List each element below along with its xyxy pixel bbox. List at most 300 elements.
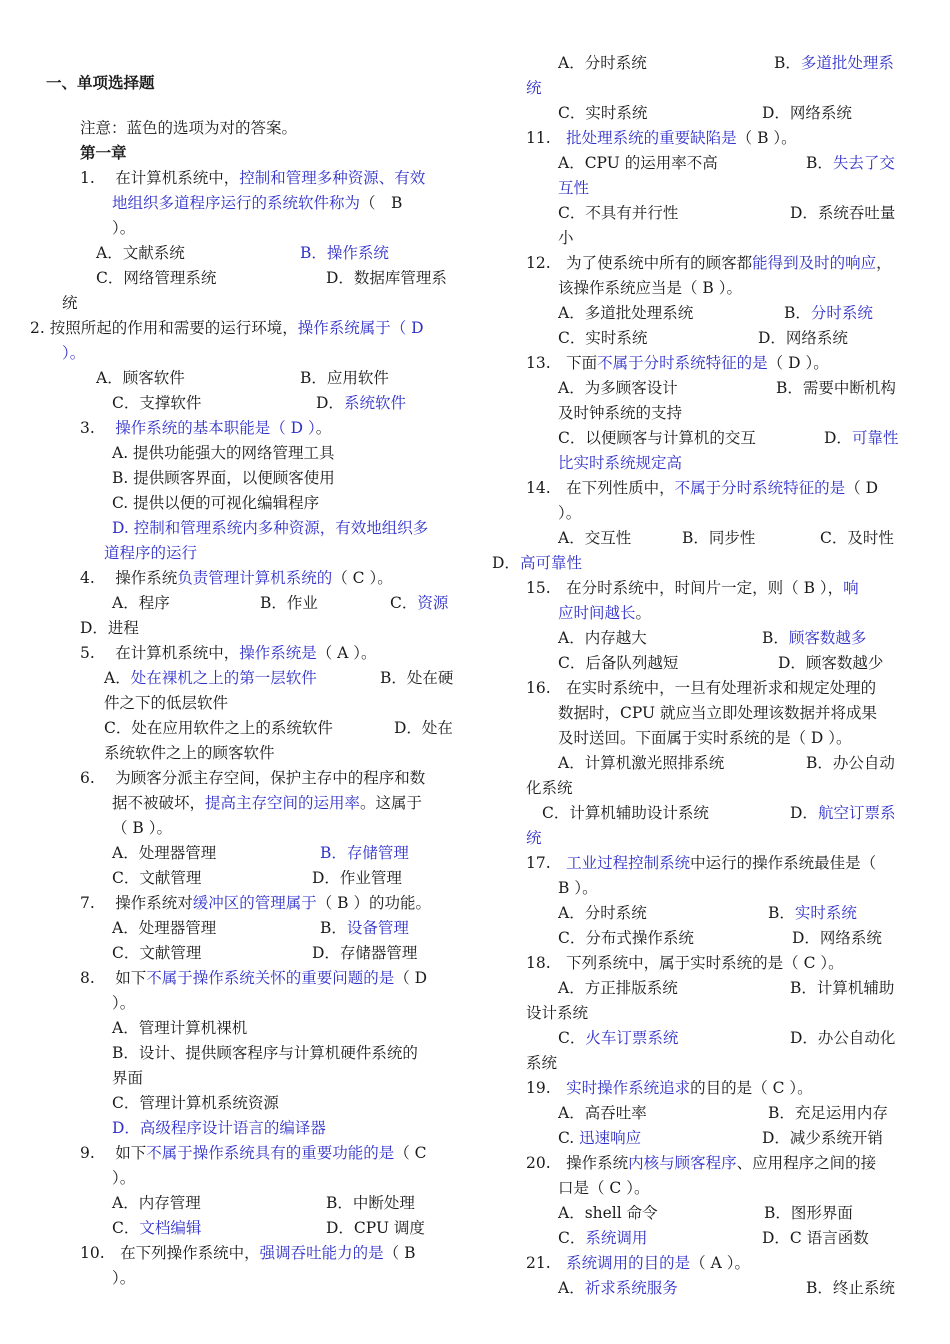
text-run: D．存储器管理 xyxy=(312,944,418,962)
text-run: D．办公自动化 xyxy=(790,1029,896,1047)
answer-text: 系统调用 xyxy=(585,1229,648,1247)
text-run: D． xyxy=(316,394,344,412)
text-run: 。 xyxy=(635,604,652,622)
text-run: C．以便顾客与计算机的交互 xyxy=(558,429,756,447)
text-run: 15. 在分时系统中，时间片一定，则（ B ）， xyxy=(526,579,844,597)
text-line xyxy=(62,342,85,364)
text-line xyxy=(112,517,428,539)
text-run: B． xyxy=(762,629,789,647)
answer-text: 系统软件 xyxy=(343,394,406,412)
text-run: B．设计、提供顾客程序与计算机硬件系统的 xyxy=(112,1044,418,1062)
text-run: 19. xyxy=(526,1079,567,1097)
answer-text: 控制和管理多种资源、有效 xyxy=(239,169,426,187)
text-run: 18. 下列系统中，属于实时系统的是（ C ）。 xyxy=(526,954,844,972)
text-line xyxy=(820,527,894,549)
text-run: 及时钟系统的支持 xyxy=(558,404,683,422)
text-line xyxy=(80,892,431,914)
text-line xyxy=(390,592,448,614)
text-line xyxy=(112,1167,135,1189)
text-line xyxy=(104,742,275,764)
text-run: 16. 在实时系统中，一旦有处理祈求和规定处理的 xyxy=(526,679,877,697)
text-run: D．顾客数越少 xyxy=(778,654,884,672)
text-line xyxy=(806,1277,895,1299)
text-run: B． xyxy=(784,304,811,322)
text-run: B. 提供顾客界面，以便顾客使用 xyxy=(112,469,335,487)
text-line xyxy=(558,277,742,299)
text-run: 小 xyxy=(558,229,574,247)
text-line xyxy=(558,1277,678,1299)
answer-text: 实时系统 xyxy=(794,904,857,922)
text-run: （ B xyxy=(360,194,403,212)
text-run: A．分时系统 xyxy=(558,904,647,922)
text-run: 10. 在下列操作系统中， xyxy=(80,1244,260,1262)
text-line xyxy=(80,767,425,789)
text-run: 12. 为了使系统中所有的顾客都 xyxy=(526,254,753,272)
text-line xyxy=(558,1227,647,1249)
text-run: C．不具有并行性 xyxy=(558,204,679,222)
answer-text: 不属于操作系统关怀的重要问题的是 xyxy=(146,969,395,987)
text-line xyxy=(526,1152,876,1174)
text-run: A．处理器管理 xyxy=(112,844,217,862)
answer-text: 火车订票系统 xyxy=(585,1029,679,1047)
text-run: A．分时系统 xyxy=(558,54,647,72)
text-line xyxy=(768,1102,888,1124)
text-line xyxy=(558,877,598,899)
text-run: D．数据库管理系 xyxy=(326,269,447,287)
answer-text: 强调吞吐能力的是 xyxy=(259,1244,384,1262)
text-run: （ C ）。 xyxy=(332,569,393,587)
text-run: ）。 xyxy=(112,1169,136,1187)
text-run: B． xyxy=(768,904,795,922)
text-run: A. 提供功能强大的网络管理工具 xyxy=(112,444,335,462)
text-line xyxy=(762,1227,869,1249)
text-run: 系统 xyxy=(526,1054,558,1072)
text-run: 2. 按照所起的作用和需要的运行环境， xyxy=(30,319,298,337)
answer-text: 操作系统的基本职能是（ D ） xyxy=(115,419,316,437)
text-run: D．C 语言函数 xyxy=(762,1229,869,1247)
answer-text: 航空订票系 xyxy=(817,804,896,822)
text-line xyxy=(80,417,331,439)
text-run: A．计算机激光照排系统 xyxy=(558,754,725,772)
text-run: C．文献管理 xyxy=(112,869,202,887)
text-run: C. 提供以便的可视化编辑程序 xyxy=(112,494,320,512)
answer-text: 不属于分时系统特征的是 xyxy=(674,479,846,497)
text-line xyxy=(112,817,172,839)
text-run: C．实时系统 xyxy=(558,329,648,347)
text-line xyxy=(764,1202,853,1224)
answer-text: B．存储管理 xyxy=(320,844,409,862)
text-run: B．应用软件 xyxy=(300,369,389,387)
text-line xyxy=(104,542,197,564)
text-run: C． xyxy=(558,1229,586,1247)
text-line xyxy=(558,302,693,324)
text-line xyxy=(558,327,647,349)
text-line xyxy=(62,292,78,314)
text-line xyxy=(558,1202,658,1224)
text-line xyxy=(80,167,425,189)
text-line xyxy=(762,102,852,124)
answer-text: 顾客数越多 xyxy=(788,629,867,647)
text-run: A．CPU 的运用率不高 xyxy=(558,154,718,172)
text-line xyxy=(762,1127,883,1149)
answer-text: 能得到及时的响应 xyxy=(752,254,877,272)
text-run: D．网络系统 xyxy=(762,104,852,122)
text-line xyxy=(80,617,139,639)
text-run: 8. 如下 xyxy=(80,969,147,987)
text-run: D． xyxy=(790,804,818,822)
text-run: 界面 xyxy=(112,1069,144,1087)
text-line xyxy=(112,992,135,1014)
text-line xyxy=(784,302,873,324)
text-line xyxy=(46,72,155,94)
answer-text: 统 xyxy=(526,829,542,847)
text-run: D．进程 xyxy=(80,619,139,637)
text-run: D．网络系统 xyxy=(792,929,882,947)
answer-text: D．高级程序设计语言的编译器 xyxy=(112,1119,326,1137)
text-run: 9. 如下 xyxy=(80,1144,147,1162)
text-line xyxy=(792,927,882,949)
text-run: 该操作系统应当是（ B ）。 xyxy=(558,279,742,297)
text-run: B ）。 xyxy=(558,879,598,897)
text-line xyxy=(112,792,422,814)
text-run: （ A ）。 xyxy=(690,1254,750,1272)
answer-text: 不属于分时系统特征的是 xyxy=(597,354,768,372)
text-run: A．方正排版系统 xyxy=(558,979,678,997)
answer-text: 响 xyxy=(843,579,859,597)
text-run: C． xyxy=(390,594,418,612)
text-run: B．办公自动 xyxy=(806,754,895,772)
text-line xyxy=(558,927,694,949)
text-line xyxy=(394,717,453,739)
text-line xyxy=(80,567,393,589)
answer-text: 互性 xyxy=(558,179,590,197)
text-run: 5. 在计算机系统中， xyxy=(80,644,240,662)
text-run: 口是（ C ）。 xyxy=(558,1179,650,1197)
text-run: 1. 在计算机系统中， xyxy=(80,169,240,187)
answer-text: 迅速响应 xyxy=(579,1129,642,1147)
text-line xyxy=(80,967,427,989)
text-line xyxy=(104,667,317,689)
text-run: 化系统 xyxy=(526,779,573,797)
text-line xyxy=(312,942,417,964)
text-run: D．系统吞吐量 xyxy=(790,204,896,222)
text-line xyxy=(112,1117,326,1139)
text-line xyxy=(320,842,409,864)
text-run: D．网络系统 xyxy=(758,329,848,347)
text-run: D．减少系统开销 xyxy=(762,1129,883,1147)
answer-text: 不属于操作系统具有的重要功能的是 xyxy=(146,1144,395,1162)
text-line xyxy=(542,802,709,824)
text-run: （ D xyxy=(845,479,879,497)
text-run: D．CPU 调度 xyxy=(326,1219,425,1237)
text-run: B．图形界面 xyxy=(764,1204,853,1222)
text-line xyxy=(526,777,573,799)
text-run: A．顾客软件 xyxy=(96,369,185,387)
text-run: 3. xyxy=(80,419,116,437)
text-run: 据不被破坏， xyxy=(112,794,206,812)
text-line xyxy=(300,242,389,264)
text-run: A． xyxy=(104,669,131,687)
text-run: B．终止系统 xyxy=(806,1279,895,1297)
text-run: A．shell 命令 xyxy=(558,1204,658,1222)
text-run: B．需要中断机构 xyxy=(776,379,896,397)
text-line xyxy=(558,177,589,199)
answer-text: 内核与顾客程序 xyxy=(628,1154,737,1172)
text-run: 。这属于 xyxy=(360,794,423,812)
text-run: 件之下的低层软件 xyxy=(104,694,229,712)
text-line xyxy=(112,1017,247,1039)
text-run: C．实时系统 xyxy=(558,104,648,122)
text-line xyxy=(558,152,718,174)
answer-text: 失去了交 xyxy=(832,154,895,172)
text-line xyxy=(80,642,377,664)
text-line xyxy=(558,1102,647,1124)
text-line xyxy=(300,367,389,389)
text-run: D． xyxy=(492,554,520,572)
text-line xyxy=(96,267,216,289)
text-line xyxy=(762,627,866,649)
text-line xyxy=(558,1127,641,1149)
text-run: C．文献管理 xyxy=(112,944,202,962)
text-line xyxy=(112,1067,143,1089)
text-run: （ C xyxy=(394,1144,427,1162)
text-run: （ B ）的功能。 xyxy=(316,894,431,912)
answer-text: 设备管理 xyxy=(346,919,409,937)
text-run: 中运行的操作系统最佳是（ xyxy=(690,854,877,872)
text-line xyxy=(112,467,335,489)
text-run: A．文献系统 xyxy=(96,244,185,262)
answer-text: D. 控制和管理系统内多种资源，有效地组织多 xyxy=(112,519,429,537)
text-line xyxy=(312,867,402,889)
text-run: C．分布式操作系统 xyxy=(558,929,694,947)
text-line xyxy=(80,1142,427,1164)
text-line xyxy=(526,852,876,874)
text-line xyxy=(790,802,895,824)
text-run: C. xyxy=(558,1129,580,1147)
text-run: 的目的是（ C ）。 xyxy=(690,1079,813,1097)
text-run: B．作业 xyxy=(260,594,318,612)
text-line xyxy=(558,502,581,524)
text-line xyxy=(104,717,333,739)
text-run: A．内存管理 xyxy=(112,1194,201,1212)
answer-text: 道程序的运行 xyxy=(104,544,198,562)
text-run: B． xyxy=(774,54,801,72)
answer-text: 工业过程控制系统 xyxy=(566,854,691,872)
text-line xyxy=(526,477,878,499)
text-run: C． xyxy=(558,1029,586,1047)
text-run: A．交互性 xyxy=(558,529,632,547)
text-line xyxy=(112,1042,418,1064)
text-line xyxy=(526,1002,588,1024)
text-run: A．多道批处理系统 xyxy=(558,304,694,322)
text-run: C． xyxy=(112,1219,140,1237)
text-line xyxy=(80,1242,416,1264)
answer-text: B．操作系统 xyxy=(300,244,389,262)
answer-text: 地组织多道程序运行的系统软件称为 xyxy=(112,194,361,212)
text-line xyxy=(260,592,318,614)
text-run: 数据时，CPU 就应当立即处理该数据并将成果 xyxy=(558,704,878,722)
answer-text: 统 xyxy=(526,79,542,97)
text-line xyxy=(526,677,876,699)
text-line xyxy=(526,1252,750,1274)
text-line xyxy=(526,77,542,99)
text-run: D． xyxy=(824,429,852,447)
text-run: 第一章 xyxy=(80,143,127,162)
text-line xyxy=(526,827,542,849)
text-run: A．程序 xyxy=(112,594,170,612)
text-line xyxy=(112,1192,201,1214)
text-run: 17. xyxy=(526,854,567,872)
text-run: （ A ）。 xyxy=(316,644,377,662)
text-run: B．中断处理 xyxy=(326,1194,415,1212)
answer-text: 比实时系统规定高 xyxy=(558,454,683,472)
text-run: A．管理计算机裸机 xyxy=(112,1019,248,1037)
text-line xyxy=(824,427,898,449)
text-run: 4. 操作系统 xyxy=(80,569,178,587)
text-line xyxy=(112,442,335,464)
text-run: A．内存越大 xyxy=(558,629,647,647)
text-run: 及时送回。下面属于实时系统的是（ D ）。 xyxy=(558,729,852,747)
text-line xyxy=(558,602,651,624)
text-run: （ B xyxy=(383,1244,416,1262)
text-line xyxy=(558,377,678,399)
text-line xyxy=(558,402,682,424)
text-line xyxy=(526,577,859,599)
text-run: ）。 xyxy=(558,504,582,522)
text-run: C．网络管理系统 xyxy=(96,269,217,287)
text-line xyxy=(558,977,678,999)
text-line xyxy=(558,427,756,449)
text-run: C．计算机辅助设计系统 xyxy=(542,804,709,822)
text-line xyxy=(558,727,852,749)
text-line xyxy=(558,227,574,249)
answer-text: 缓冲区的管理属于 xyxy=(192,894,317,912)
text-line xyxy=(526,952,844,974)
text-run: D．作业管理 xyxy=(312,869,402,887)
text-line xyxy=(558,527,631,549)
text-line xyxy=(326,267,447,289)
text-run: B．处在硬 xyxy=(380,669,454,687)
text-line xyxy=(558,652,678,674)
text-run: 20. 操作系统 xyxy=(526,1154,629,1172)
answer-text: 操作系统是 xyxy=(239,644,317,662)
text-run: 设计系统 xyxy=(526,1004,589,1022)
text-run: 14. 在下列性质中， xyxy=(526,479,675,497)
text-line xyxy=(774,52,894,74)
text-run: ）。 xyxy=(112,219,136,237)
text-line xyxy=(758,327,848,349)
text-line xyxy=(112,1267,135,1289)
text-run: 21. xyxy=(526,1254,567,1272)
text-line xyxy=(96,367,185,389)
text-run: C．及时性 xyxy=(820,529,894,547)
text-run: （ B ）。 xyxy=(112,819,172,837)
answer-text: 处在裸机之上的第一层软件 xyxy=(130,669,317,687)
text-line xyxy=(776,377,896,399)
answer-text: 批处理系统的重要缺陷是 xyxy=(566,129,737,147)
text-run: B． xyxy=(806,154,833,172)
text-run: 统 xyxy=(62,294,78,312)
text-run: C．处在应用软件之上的系统软件 xyxy=(104,719,333,737)
answer-text: 分时系统 xyxy=(810,304,873,322)
text-run: C．后备队列越短 xyxy=(558,654,679,672)
answer-text: 文档编辑 xyxy=(139,1219,202,1237)
text-line xyxy=(558,52,647,74)
text-run: B．充足运用内存 xyxy=(768,1104,888,1122)
text-line xyxy=(558,902,647,924)
answer-text: 系统调用的目的是 xyxy=(566,1254,691,1272)
text-line xyxy=(380,667,453,689)
answer-text: 资源 xyxy=(417,594,449,612)
text-line xyxy=(112,842,216,864)
text-line xyxy=(526,1077,813,1099)
text-run: 11. xyxy=(526,129,567,147)
text-line xyxy=(558,202,678,224)
text-line xyxy=(112,1217,201,1239)
text-line xyxy=(326,1217,425,1239)
answer-text: 应时间越长 xyxy=(558,604,636,622)
text-line xyxy=(682,527,755,549)
text-run: A．处理器管理 xyxy=(112,919,217,937)
text-line xyxy=(112,217,135,239)
text-line xyxy=(558,102,647,124)
text-line xyxy=(326,1192,415,1214)
text-line xyxy=(778,652,883,674)
text-run: 注意：蓝色的选项为对的答案。 xyxy=(80,119,298,137)
text-run: A．为多顾客设计 xyxy=(558,379,678,397)
text-line xyxy=(526,252,892,274)
answer-text: 实时操作系统追求 xyxy=(566,1079,691,1097)
text-run: 7. 操作系统对 xyxy=(80,894,193,912)
text-run: 一、单项选择题 xyxy=(46,73,155,92)
text-line xyxy=(320,917,409,939)
answer-text: 提高主存空间的运用率 xyxy=(205,794,361,812)
text-run: ）。 xyxy=(112,1269,136,1287)
text-run: 6. 为顾客分派主存空间，保护主存中的程序和数 xyxy=(80,769,426,787)
text-line xyxy=(112,592,170,614)
answer-text: 高可靠性 xyxy=(519,554,582,572)
text-line xyxy=(80,117,297,139)
text-line xyxy=(112,392,201,414)
text-run: 13. 下面 xyxy=(526,354,598,372)
text-line xyxy=(112,192,402,214)
text-run: 。 xyxy=(315,419,332,437)
text-line xyxy=(112,917,216,939)
text-run: C．管理计算机系统资源 xyxy=(112,1094,279,1112)
text-run: 、应用程序之间的接 xyxy=(736,1154,877,1172)
text-run: A．高吞吐率 xyxy=(558,1104,647,1122)
text-line xyxy=(112,1092,279,1114)
text-run: C．支撑软件 xyxy=(112,394,202,412)
answer-text: 祈求系统服务 xyxy=(584,1279,678,1297)
text-line xyxy=(806,752,895,774)
answer-text: 多道批处理系 xyxy=(800,54,894,72)
text-line xyxy=(80,142,127,164)
text-line xyxy=(526,1052,557,1074)
text-run: D．处在 xyxy=(394,719,453,737)
text-line xyxy=(316,392,406,414)
text-line xyxy=(790,977,894,999)
text-line xyxy=(790,202,895,224)
answer-text: 操作系统属于（ D xyxy=(297,319,424,337)
text-line xyxy=(558,752,724,774)
answer-text: ）。 xyxy=(62,344,86,362)
text-line xyxy=(30,317,424,339)
text-line xyxy=(806,152,895,174)
text-run: （ D ）。 xyxy=(767,354,829,372)
text-line xyxy=(558,702,877,724)
text-line xyxy=(104,692,228,714)
